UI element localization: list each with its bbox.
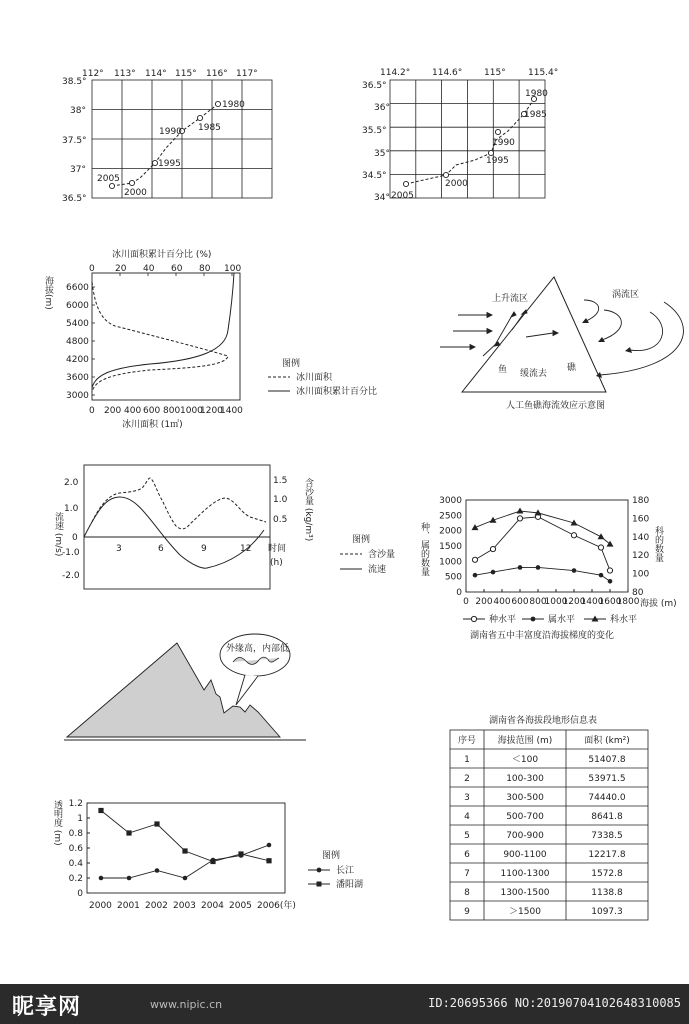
flow-left-tick: 2.0 xyxy=(64,478,79,488)
transparency-x-tick: 2001 xyxy=(117,901,140,911)
glacier-area-curve xyxy=(92,282,228,392)
reef-caption: 人工鱼礁海流效应示意图 xyxy=(506,401,606,411)
species-x-tick: 1400 xyxy=(580,597,604,607)
genus-point xyxy=(599,573,604,578)
flow-left-tick: 0 xyxy=(72,533,78,543)
watermark-id: ID:20695366 NO:20190704102648310085 xyxy=(428,996,681,1010)
glacier-top-tick: 60 xyxy=(171,264,183,274)
transparency-legend-square xyxy=(317,882,322,887)
poyang-point xyxy=(182,848,187,853)
hunan-cell: 3 xyxy=(464,793,470,803)
species-point xyxy=(472,557,477,562)
hunan-cell: 1572.8 xyxy=(591,869,623,879)
genus-point xyxy=(572,568,577,573)
changjiang-point xyxy=(267,843,272,848)
family-point xyxy=(517,508,524,514)
track-left-year: 1980 xyxy=(222,100,245,110)
changjiang-point xyxy=(183,876,188,881)
species-right-tick: 140 xyxy=(632,532,650,543)
hunan-header: 序号 xyxy=(457,736,477,746)
species-y-right-label: 科的数量 xyxy=(653,526,663,562)
track-map-right xyxy=(362,68,558,203)
glacier-top-tick: 80 xyxy=(199,264,211,274)
track-right-year: 1985 xyxy=(524,110,547,120)
changjiang-point xyxy=(127,876,132,881)
track-left-lat-tick: 37.5° xyxy=(62,136,87,146)
flow-y-right-label: 含沙量 (kg/m³) xyxy=(303,478,313,542)
track-right-lon-tick: 114.6° xyxy=(432,68,463,78)
transparency-legend-title: 图例 xyxy=(322,851,341,861)
flow-x-unit: (h) xyxy=(270,558,283,568)
flow-speed-curve xyxy=(84,497,264,568)
poyang-point xyxy=(154,821,159,826)
species-series-line xyxy=(475,517,610,571)
changjiang-point xyxy=(155,868,160,873)
species-x-unit: 海拔 (m) xyxy=(640,599,677,609)
flow-frame xyxy=(84,465,270,589)
flow-left-tick: 1.0 xyxy=(64,504,79,514)
track-right-lat-tick: 35° xyxy=(374,149,390,159)
watermark-url: www.nipic.cn xyxy=(150,998,223,1011)
transparency-y-label: 透明度 (m) xyxy=(52,800,62,846)
transparency-legend-b: 潘阳湖 xyxy=(336,880,364,890)
species-legend-genus: 属水平 xyxy=(548,615,576,625)
flow-legend-sand: 含沙量 xyxy=(368,550,396,560)
glacier-bottom-tick: 800 xyxy=(163,406,181,416)
glacier-y-tick: 3000 xyxy=(66,391,89,401)
hunan-cell: 2 xyxy=(464,774,470,784)
family-point xyxy=(598,533,605,539)
glacier-title: 冰川面积累计百分比 (%) xyxy=(112,250,212,260)
flow-x-tick: 3 xyxy=(116,544,122,554)
flow-right-tick: 1.5 xyxy=(273,476,288,486)
transparency-x-tick: 2006(年) xyxy=(257,901,296,911)
reef-vortex-heads xyxy=(582,318,632,378)
poyang-point xyxy=(98,808,103,813)
hunan-cell: 300-500 xyxy=(506,793,544,803)
poyang-point xyxy=(210,859,215,864)
hunan-cell: 5 xyxy=(464,831,470,841)
track-left-lon-tick: 114° xyxy=(145,69,167,79)
watermark-bar xyxy=(0,984,689,1024)
track-left-year: 1990 xyxy=(159,127,182,137)
hunan-cell: 51407.8 xyxy=(588,755,626,765)
flow-chart xyxy=(53,465,395,589)
track-right-year: 1980 xyxy=(525,89,548,99)
track-right-lon-tick: 115.4° xyxy=(528,68,559,78)
genus-point xyxy=(536,565,541,570)
track-right-lat-tick: 36.5° xyxy=(362,81,387,91)
mountain-bubble-text: 外缘高，内部低 xyxy=(226,644,290,654)
hunan-cell: 1300-1500 xyxy=(500,888,550,898)
species-right-tick: 120 xyxy=(632,551,650,562)
glacier-y-label: 海拔(m) xyxy=(43,276,53,310)
species-legend-species: 种水平 xyxy=(489,615,517,625)
reef-reef-label: 礁 xyxy=(567,363,577,373)
transparency-y-tick: 0.2 xyxy=(68,874,83,884)
transparency-x-tick: 2003 xyxy=(173,901,196,911)
genus-series-line xyxy=(475,567,610,581)
glacier-y-tick: 5400 xyxy=(66,319,89,329)
hunan-cell: 100-300 xyxy=(506,774,544,784)
hunan-cell: ＞1500 xyxy=(509,907,541,917)
hunan-cell: 900-1100 xyxy=(503,850,547,860)
mountain-bubble-tail xyxy=(236,675,258,705)
hunan-cell: 1100-1300 xyxy=(500,869,550,879)
species-x-tick: 400 xyxy=(493,597,511,607)
poyang-series-line xyxy=(101,811,269,862)
genus-point xyxy=(473,573,478,578)
track-left-lon-tick: 117° xyxy=(236,69,258,79)
track-right-lat-tick: 34.5° xyxy=(362,171,387,181)
track-left-lat-tick: 36.5° xyxy=(62,194,87,204)
hunan-cell: 12217.8 xyxy=(588,850,626,860)
hunan-cell: 7338.5 xyxy=(591,831,623,841)
species-y-left-label: 种、属的数量 xyxy=(419,522,429,576)
watermark-brand: 昵享网 xyxy=(12,995,82,1020)
transparency-y-tick: 0.4 xyxy=(68,859,83,869)
transparency-chart xyxy=(52,799,363,911)
flow-x-tick: 12 xyxy=(240,544,252,554)
family-point xyxy=(607,541,614,547)
hunan-cell: 1097.3 xyxy=(591,907,623,917)
hunan-cell: 53971.5 xyxy=(588,774,626,784)
glacier-bottom-label: 冰川面积 (1㎡) xyxy=(122,420,183,430)
flow-x-label: 时间 xyxy=(268,544,287,554)
track-left-year: 1985 xyxy=(198,123,221,133)
glacier-bottom-tick: 200 xyxy=(104,406,122,416)
species-left-tick: 3000 xyxy=(439,496,462,506)
glacier-bottom-tick: 1200 xyxy=(200,406,223,416)
species-left-tick: 1000 xyxy=(439,557,462,568)
species-x-tick: 1200 xyxy=(562,597,586,607)
hunan-cell: 8 xyxy=(464,888,470,898)
hunan-cell: 1 xyxy=(464,755,470,765)
glacier-top-tick: 100 xyxy=(224,264,242,274)
hunan-header: 面积 (km²) xyxy=(584,736,630,746)
track-right-lat-tick: 34° xyxy=(374,193,390,203)
hunan-table-title: 湖南省各海拔段地形信息表 xyxy=(489,716,598,726)
reef-fish-label: 鱼 xyxy=(498,365,508,375)
hunan-table xyxy=(450,714,648,920)
glacier-legend-area: 冰川面积 xyxy=(296,373,333,383)
hunan-header: 海拔范围 (m) xyxy=(497,736,553,746)
reef-vortex-arrows xyxy=(584,300,683,375)
species-right-tick: 100 xyxy=(632,569,650,580)
track-left-lon-tick: 115° xyxy=(175,69,197,79)
track-right-points xyxy=(403,96,536,186)
species-left-tick: 2500 xyxy=(439,511,462,522)
track-map-left xyxy=(62,69,272,204)
species-x-tick: 200 xyxy=(475,597,493,607)
glacier-legend-title: 图例 xyxy=(282,359,301,369)
transparency-y-tick: 1 xyxy=(77,814,83,824)
glacier-legend-cum: 冰川面积累计百分比 xyxy=(296,387,378,397)
track-right-year: 2005 xyxy=(391,191,414,201)
track-right-year: 1990 xyxy=(492,138,515,148)
poyang-point xyxy=(126,830,131,835)
flow-right-tick: 1.0 xyxy=(273,495,288,505)
flow-y-left-label: 流速 (m/s) xyxy=(53,512,63,557)
track-left-lat-tick: 37° xyxy=(70,165,86,175)
flow-x-tick: 9 xyxy=(201,544,207,554)
species-x-tick: 1600 xyxy=(598,597,622,607)
species-point xyxy=(607,568,612,573)
track-left-year: 1995 xyxy=(158,159,181,169)
track-right-lon-tick: 114.2° xyxy=(380,68,411,78)
track-left-lat-tick: 38° xyxy=(70,106,86,116)
family-series-line xyxy=(475,511,610,544)
reef-slow-label: 缓流去 xyxy=(520,369,548,379)
species-point xyxy=(490,546,495,551)
species-right-tick: 80 xyxy=(632,588,644,598)
glacier-y-tick: 4800 xyxy=(66,337,89,347)
glacier-bottom-tick: 0 xyxy=(89,406,95,416)
track-left-lon-tick: 112° xyxy=(82,69,104,79)
flow-legend-speed: 流速 xyxy=(368,565,387,575)
flow-left-tick: -1.0 xyxy=(62,548,80,558)
genus-point xyxy=(518,565,523,570)
poyang-point xyxy=(238,851,243,856)
species-left-tick: 0 xyxy=(456,588,462,598)
mountain-bubble xyxy=(220,634,290,676)
hunan-cell: 4 xyxy=(464,812,470,822)
reef-upwelling-label: 上升流区 xyxy=(492,294,529,304)
track-left-lon-tick: 113° xyxy=(114,69,136,79)
species-caption: 湖南省五中丰富度沿海拔梯度的变化 xyxy=(470,631,615,641)
species-left-tick: 1500 xyxy=(439,542,462,552)
glacier-top-tick: 20 xyxy=(115,264,127,274)
hunan-cell: 6 xyxy=(464,850,470,860)
species-left-tick: 500 xyxy=(444,572,462,583)
glacier-frame xyxy=(92,273,240,400)
glacier-y-tick: 6000 xyxy=(66,301,89,311)
hunan-cell: 1138.8 xyxy=(591,888,623,898)
flow-right-tick: 0.5 xyxy=(273,515,288,525)
species-chart xyxy=(419,496,677,641)
glacier-bottom-tick: 1400 xyxy=(220,406,243,416)
reef-vortex-label: 涡流区 xyxy=(612,290,640,300)
track-left-lat-tick: 38.5° xyxy=(62,77,87,87)
glacier-top-tick: 40 xyxy=(143,264,155,274)
track-right-lat-tick: 35.5° xyxy=(362,126,387,136)
track-right-year: 2000 xyxy=(445,179,468,189)
species-x-tick: 0 xyxy=(463,597,469,607)
transparency-y-tick: 1.2 xyxy=(68,799,83,809)
flow-legend-title: 图例 xyxy=(352,535,371,545)
glacier-bottom-tick: 400 xyxy=(124,406,142,416)
transparency-x-tick: 2004 xyxy=(201,901,224,911)
reef-diagram xyxy=(440,277,683,411)
species-right-tick: 180 xyxy=(632,496,650,506)
species-legend-family: 科水平 xyxy=(610,615,638,625)
glacier-y-tick: 4200 xyxy=(66,355,89,365)
glacier-bottom-tick: 600 xyxy=(143,406,161,416)
glacier-y-tick: 6600 xyxy=(66,283,89,293)
glacier-chart xyxy=(43,248,377,430)
transparency-y-tick: 0 xyxy=(77,889,83,899)
species-right-tick: 160 xyxy=(632,514,650,525)
hunan-cell: 700-900 xyxy=(506,831,544,841)
transparency-y-tick: 0.6 xyxy=(68,844,83,854)
hunan-cell: 8641.8 xyxy=(591,812,623,822)
flow-left-tick: -2.0 xyxy=(62,571,80,581)
species-point xyxy=(571,533,576,538)
changjiang-point xyxy=(99,876,104,881)
track-left-lon-tick: 116° xyxy=(206,69,228,79)
glacier-y-tick: 3600 xyxy=(66,373,89,383)
track-right-lat-tick: 36° xyxy=(374,103,390,113)
species-point xyxy=(517,516,522,521)
family-point xyxy=(472,524,479,530)
transparency-y-tick: 0.8 xyxy=(68,829,83,839)
track-left-year: 2005 xyxy=(97,174,120,184)
track-right-year: 1995 xyxy=(486,156,509,166)
poyang-point xyxy=(266,858,271,863)
species-x-tick: 600 xyxy=(511,597,529,607)
transparency-legend-dot xyxy=(317,868,322,873)
mountain-diagram xyxy=(64,634,306,740)
species-frame xyxy=(466,500,628,592)
hunan-cell: 7 xyxy=(464,869,470,879)
flow-sediment-curve xyxy=(92,478,266,529)
species-legend xyxy=(463,613,637,625)
hunan-cell: ＜100 xyxy=(511,755,539,765)
glacier-bottom-tick: 1000 xyxy=(180,406,203,416)
flow-x-tick: 6 xyxy=(158,544,164,554)
track-left-year: 2000 xyxy=(124,188,147,198)
species-x-tick: 1000 xyxy=(544,597,568,607)
species-x-tick: 800 xyxy=(529,597,547,607)
genus-point xyxy=(608,579,613,584)
transparency-legend-a: 长江 xyxy=(336,866,355,876)
glacier-ticks xyxy=(92,273,232,395)
reef-inflow-arrows xyxy=(440,310,558,356)
track-right-lon-tick: 115° xyxy=(484,68,506,78)
hunan-cell: 500-700 xyxy=(506,812,544,822)
genus-point xyxy=(491,570,496,575)
hunan-cell: 74440.0 xyxy=(588,793,626,803)
glacier-cum-curve xyxy=(92,273,234,388)
species-x-tick: 1800 xyxy=(616,597,640,607)
species-point xyxy=(598,545,603,550)
transparency-x-tick: 2005 xyxy=(229,901,252,911)
transparency-x-tick: 2000 xyxy=(89,901,112,911)
hunan-cell: 9 xyxy=(464,907,470,917)
species-left-tick: 2000 xyxy=(439,526,462,537)
transparency-x-tick: 2002 xyxy=(145,901,168,911)
glacier-top-tick: 0 xyxy=(89,264,95,274)
